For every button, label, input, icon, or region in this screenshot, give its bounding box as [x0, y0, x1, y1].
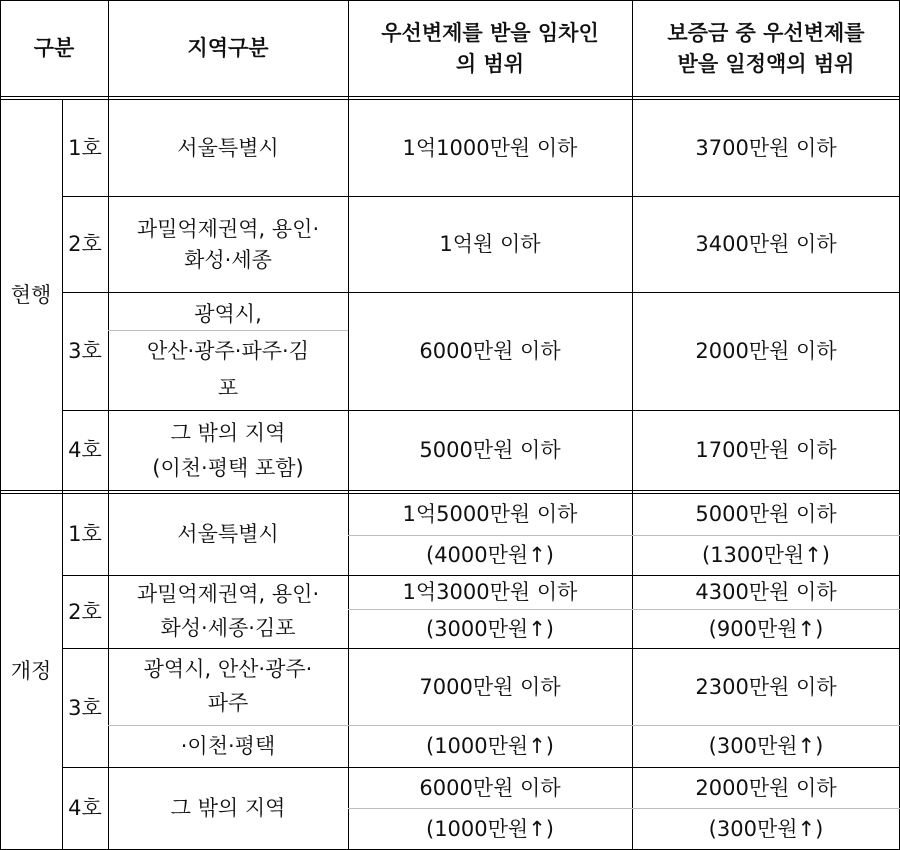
- region-cell: 그 밖의 지역: [170, 796, 286, 821]
- deposit-range-cell: 1700만원 이하: [695, 438, 837, 463]
- region-cell: 광역시, 안산·광주· 파주: [143, 657, 313, 715]
- tenant-range-cell: 1억3000만원 이하: [402, 580, 578, 605]
- deposit-range-cell: 5000만원 이하: [695, 502, 837, 527]
- region-cell: 광역시, 안산·광주·파주·김 포: [146, 302, 310, 400]
- tenant-change-cell: (1000만원↑): [426, 816, 554, 841]
- grade-cell: 3호: [68, 339, 102, 364]
- deposit-change-cell: (900만원↑): [708, 616, 824, 641]
- deposit-change-cell: (300만원↑): [708, 816, 824, 841]
- section-label-current: 현행: [10, 282, 52, 307]
- grade-cell: 1호: [68, 135, 102, 160]
- tenant-range-cell: 1억5000만원 이하: [402, 502, 578, 527]
- grade-cell: 4호: [68, 796, 102, 821]
- section-label-revised: 개정: [10, 659, 52, 684]
- region-cell: 과밀억제권역, 용인· 화성·세종·김포: [136, 582, 320, 640]
- deposit-change-cell: (300만원↑): [708, 734, 824, 759]
- grade-cell: 3호: [68, 695, 102, 720]
- tenant-range-cell: 5000만원 이하: [419, 438, 561, 463]
- header-gubun: 구분: [33, 36, 75, 61]
- tenant-range-cell: 6000만원 이하: [419, 339, 561, 364]
- header-region: 지역구분: [187, 36, 269, 61]
- deposit-range-cell: 2000만원 이하: [695, 339, 837, 364]
- deposit-range-cell: 4300만원 이하: [695, 580, 837, 605]
- deposit-range-cell: 2000만원 이하: [695, 775, 837, 800]
- grade-cell: 4호: [68, 438, 102, 463]
- tenant-change-cell: (3000만원↑): [426, 616, 554, 641]
- deposit-range-cell: 3700만원 이하: [695, 135, 837, 160]
- region-extra-cell: ·이천·평택: [180, 734, 276, 759]
- deposit-range-cell: 2300만원 이하: [695, 674, 837, 699]
- region-cell: 과밀억제권역, 용인· 화성·세종: [136, 217, 320, 272]
- region-cell: 서울특별시: [177, 135, 279, 160]
- grade-cell: 2호: [68, 599, 102, 624]
- tenant-change-cell: (1000만원↑): [426, 734, 554, 759]
- region-cell: 서울특별시: [177, 522, 279, 547]
- tenant-range-cell: 7000만원 이하: [419, 674, 561, 699]
- grade-cell: 2호: [68, 232, 102, 257]
- tenant-change-cell: (4000만원↑): [426, 543, 554, 568]
- deposit-range-cell: 3400만원 이하: [695, 232, 837, 257]
- header-tenant-range: 우선변제를 받을 임차인 의 범위: [381, 21, 599, 76]
- grade-cell: 1호: [68, 522, 102, 547]
- tenant-range-cell: 1억원 이하: [439, 232, 541, 257]
- region-cell: 그 밖의 지역 (이천·평택 포함): [152, 420, 304, 480]
- tenant-range-cell: 1억1000만원 이하: [402, 135, 578, 160]
- tenant-range-cell: 6000만원 이하: [419, 775, 561, 800]
- deposit-change-cell: (1300만원↑): [702, 543, 830, 568]
- header-deposit-range: 보증금 중 우선변제를 받을 일정액의 범위: [667, 21, 865, 76]
